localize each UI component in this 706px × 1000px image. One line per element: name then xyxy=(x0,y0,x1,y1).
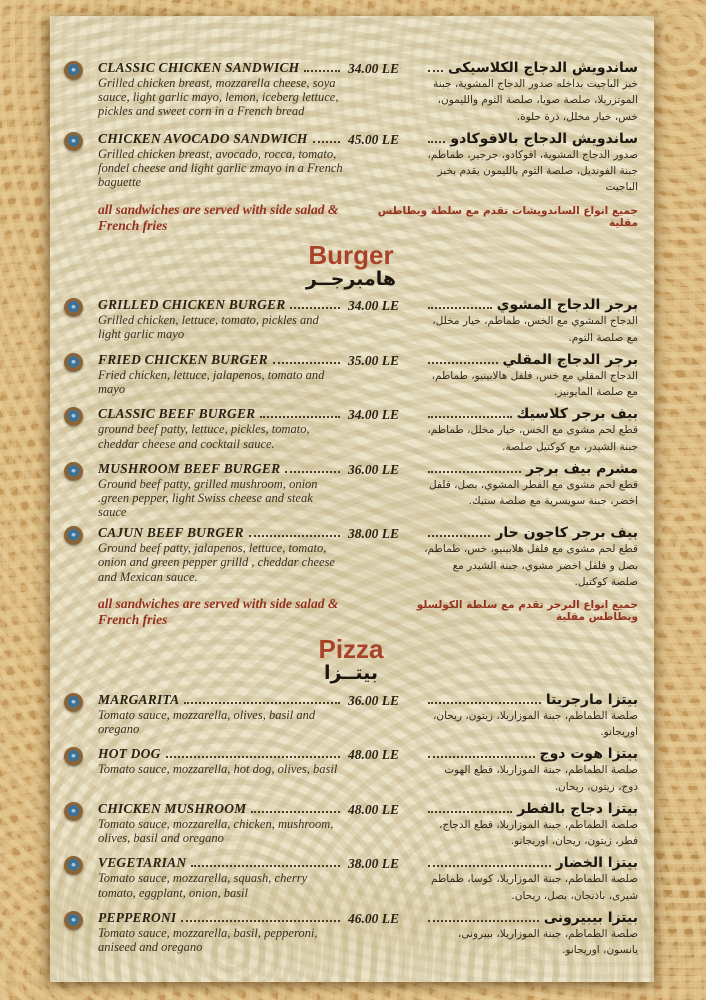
dot-leader xyxy=(428,756,535,758)
note-en: all sandwiches are served with side salad & French fries xyxy=(98,201,339,233)
dot-leader xyxy=(428,141,445,143)
menu-page xyxy=(50,16,654,982)
item-name-ar: بيتزا دجاج بالفطر xyxy=(517,800,638,817)
item-name-en: MUSHROOM BEEF BURGER xyxy=(98,460,281,476)
item-name-ar: بيتزا الخضار xyxy=(555,855,638,872)
note-ar: جميع انواع البرجر تقدم مع سلطة الكولسلو وبطاطس مقلية xyxy=(416,599,638,624)
dot-leader xyxy=(428,865,551,867)
section-heading-burger xyxy=(64,239,638,292)
item-name-ar: ساندويش الدجاج الكلاسيكى xyxy=(447,60,638,76)
note-ar: جميع انواع الساندويشات تقدم مع سلطة وبطاطس مقلية xyxy=(377,204,638,229)
item-name-ar: بيتزا هوت دوج xyxy=(539,746,638,763)
item-name-ar: بيف برجر كلاسيك xyxy=(516,406,638,423)
item-name-en: GRILLED CHICKEN BURGER xyxy=(98,297,286,313)
medallion-bullet-icon xyxy=(64,407,83,426)
item-cajun-beef-burger xyxy=(64,525,638,590)
item-desc-ar: الدجاج المشوي مع الخس، طماطم، خيار مخلل، مع صلصة الثوم. xyxy=(432,315,638,344)
item-chicken-mushroom-pizza xyxy=(64,801,638,850)
item-desc-en: Tomato sauce, mozzarella, squash, cherry tomato, eggplant, onion, basil xyxy=(98,871,308,900)
medallion-bullet-icon xyxy=(64,61,83,80)
item-price: 46.00 LE xyxy=(348,910,400,926)
item-desc-ar: صلصة الطماطم، جبنة الموزاريلا، قطع الهوت دوج، زيتون، ريحان. xyxy=(444,764,638,793)
item-name-ar: بيتزا بيبيرونى xyxy=(543,909,638,926)
dot-leader xyxy=(184,702,340,704)
item-classic-beef-burger xyxy=(64,406,638,455)
dot-leader xyxy=(191,865,340,867)
item-pepperoni-pizza xyxy=(64,910,638,959)
item-name-ar: مشرم بيف برجر xyxy=(525,460,638,477)
section-heading-burger-ar: هامبرجــر xyxy=(305,267,397,290)
medallion-bullet-icon xyxy=(64,462,83,481)
item-name-en: CHICKEN AVOCADO SANDWICH xyxy=(98,130,308,146)
item-price: 48.00 LE xyxy=(348,801,400,817)
item-desc-en: Tomato sauce, mozzarella, basil, pepperoni, aniseed and oregano xyxy=(98,925,318,955)
item-price: 34.00 LE xyxy=(348,298,400,314)
dot-leader xyxy=(428,307,492,309)
dot-leader xyxy=(428,416,512,418)
item-price: 38.00 LE xyxy=(348,856,400,872)
item-desc-en: Tomato sauce, mozzarella, olives, basil and oregano xyxy=(98,707,316,736)
item-desc-en: Tomato sauce, mozzarella, hot dog, olives, basil xyxy=(98,762,338,777)
dot-leader xyxy=(249,535,340,537)
dot-leader xyxy=(313,141,340,143)
medallion-bullet-icon xyxy=(64,298,83,317)
dot-leader xyxy=(428,362,498,364)
dot-leader xyxy=(260,416,340,418)
item-name-en: PEPPERONI xyxy=(98,909,177,925)
item-name-en: CAJUN BEEF BURGER xyxy=(98,525,244,541)
item-name-ar: برجر الدجاج المشوي xyxy=(496,297,638,314)
dot-leader xyxy=(181,920,340,922)
item-name-ar: ساندويش الدجاج بالافوكادو xyxy=(450,130,638,147)
item-desc-ar: خبز الباجيت بداخله صدور الدجاج المشوية، جبنة الموتزريلا، صلصة صويا، صلصة الثوم والليمون، خس، خيار مخلل، ذرة حلوة. xyxy=(433,78,638,123)
medallion-bullet-icon xyxy=(64,911,83,930)
item-desc-ar: صلصة الطماطم، جبنة الموزاريلا، زيتون، ريحان، اوريجانو. xyxy=(432,709,638,739)
dot-leader xyxy=(428,811,512,813)
item-name-en: VEGETARIAN xyxy=(98,855,187,871)
item-desc-ar: قطع لحم مشوى مع الخس، خيار مخلل، طماطم، جبنة الشيدر، مع كوكتيل صلصة. xyxy=(427,424,638,453)
dot-leader xyxy=(428,535,490,537)
dot-leader xyxy=(290,307,340,309)
item-desc-en: ground beef patty, lettuce, pickles, tomato, cheddar cheese and cocktail sauce. xyxy=(98,422,310,451)
item-mushroom-beef-burger xyxy=(64,461,638,519)
section-heading-burger-en: Burger xyxy=(308,239,394,270)
item-price: 38.00 LE xyxy=(348,526,400,542)
dot-leader xyxy=(428,70,443,72)
medallion-bullet-icon xyxy=(64,856,83,875)
medallion-bullet-icon xyxy=(64,693,83,712)
note-en: all sandwiches are served with side salad & French fries xyxy=(98,596,339,628)
item-desc-en: Grilled chicken breast, avocado, rocca, tomato, fondel cheese and light garlic zmayo in a French baguette xyxy=(98,146,343,190)
medallion-bullet-icon xyxy=(64,802,83,821)
item-desc-en: Grilled chicken, lettuce, tomato, pickles and light garlic mayo xyxy=(98,313,319,342)
item-desc-ar: قطع لحم مشوى مع فلفل هلابينيو، خس، طماطم، بصل و فلفل اخضر مشوي، جبنة الشيدر مع صلصة كوكتيل. xyxy=(424,543,638,588)
item-price: 34.00 LE xyxy=(348,61,400,76)
item-price: 36.00 LE xyxy=(348,692,400,708)
dot-leader xyxy=(304,70,340,72)
item-desc-ar: صلصة الطماطم، جبنة الموزاريلا، كوسا، طماطم شيرى، باذنجان، بصل، ريحان. xyxy=(430,873,638,902)
item-classic-chicken-sandwich xyxy=(64,60,638,125)
item-desc-en: Fried chicken, lettuce, jalapenos, tomato and mayo xyxy=(98,367,325,396)
item-price: 34.00 LE xyxy=(348,407,400,423)
burger-note xyxy=(64,596,638,628)
medallion-bullet-icon xyxy=(64,526,83,545)
item-name-en: HOT DOG xyxy=(98,746,161,762)
dot-leader xyxy=(285,471,340,473)
dot-leader xyxy=(273,362,340,364)
section-heading-pizza-ar: بيتــزا xyxy=(324,662,378,685)
item-price: 45.00 LE xyxy=(348,131,400,147)
item-price: 48.00 LE xyxy=(348,747,400,763)
item-desc-en: Ground beef patty, jalapenos, lettuce, tomato, onion and green pepper grilld , cheddar cheese and Mexican sauce. xyxy=(98,541,335,584)
item-desc-ar: قطع لحم مشوى مع الفطر المشوي، بصل، فلفل اخضر، جبنة سويسرية مع صلصة ستيك. xyxy=(429,478,638,508)
medallion-bullet-icon xyxy=(64,747,83,766)
item-name-en: FRIED CHICKEN BURGER xyxy=(98,351,268,367)
medallion-bullet-icon xyxy=(64,132,83,151)
item-price: 35.00 LE xyxy=(348,352,400,368)
item-margarita-pizza xyxy=(64,692,638,741)
item-name-en: CHICKEN MUSHROOM xyxy=(98,800,247,816)
item-desc-ar: صلصة الطماطم، جبنة الموزاريلا، بيبرونى، يانسون، اوريجانو. xyxy=(457,927,638,957)
item-desc-en: Grilled chicken breast, mozzarella cheese, soya sauce, light garlic mayo, lemon, iceberg lettuce, pickles and sweet corn in a French bread xyxy=(98,76,339,119)
dot-leader xyxy=(166,756,340,758)
dot-leader xyxy=(428,920,539,922)
item-price: 36.00 LE xyxy=(348,461,400,477)
dot-leader xyxy=(428,702,541,704)
item-name-ar: بيف برجر كاجون حار xyxy=(495,525,638,542)
item-chicken-avocado-sandwich xyxy=(64,131,638,196)
item-name-ar: بيتزا مارجريتا xyxy=(545,691,638,708)
item-desc-en: Ground beef patty, grilled mushroom, onion .green pepper, light Swiss cheese and steak sauce xyxy=(98,476,318,520)
section-heading-pizza-en: Pizza xyxy=(318,634,384,665)
item-name-en: MARGARITA xyxy=(98,691,180,707)
section-heading-pizza xyxy=(64,636,638,686)
dot-leader xyxy=(428,471,521,473)
item-fried-chicken-burger xyxy=(64,352,638,401)
item-grilled-chicken-burger xyxy=(64,297,638,346)
item-desc-ar: صدور الدجاج المشوية، افوكادو، جرجير، طماطم، جبنة الفونديل، صلصة الثوم بالليمون يقدم بخبز الباجيت xyxy=(427,148,638,194)
item-name-en: CLASSIC CHICKEN SANDWICH xyxy=(98,60,300,75)
sandwich-note xyxy=(64,202,638,234)
item-desc-ar: الدجاج المقلي مع خس، فلفل هالابينيو، طماطم، مع صلصة المايونيز. xyxy=(431,369,638,399)
medallion-bullet-icon xyxy=(64,353,83,372)
item-vegetarian-pizza xyxy=(64,855,638,904)
item-desc-en: Tomato sauce, mozzarella, chicken, mushroom, olives, basil and oregano xyxy=(98,816,334,846)
item-name-en: CLASSIC BEEF BURGER xyxy=(98,406,256,422)
item-hot-dog-pizza xyxy=(64,746,638,795)
item-desc-ar: صلصة الطماطم، جبنة الموزاريلا، قطع الدجاج، فطر، زيتون، ريحان، اوريجانو. xyxy=(439,818,638,848)
dot-leader xyxy=(251,811,340,813)
item-name-ar: برجر الدجاج المقلي xyxy=(502,351,638,368)
